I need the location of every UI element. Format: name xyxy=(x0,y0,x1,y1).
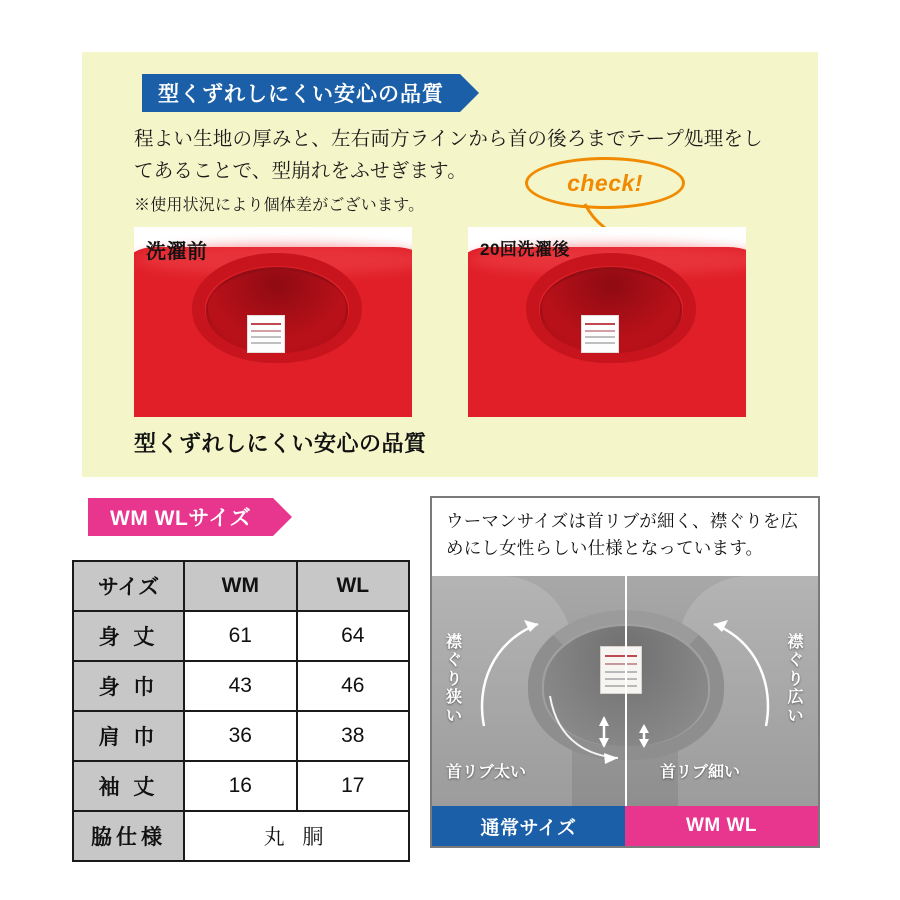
cell-wm: 61 xyxy=(184,611,297,661)
table-row xyxy=(73,711,409,761)
row-label: 身 巾 xyxy=(73,661,184,711)
neck-description: ウーマンサイズは首リブが細く、襟ぐりを広めにし女性らしい仕様となっています。 xyxy=(446,511,799,559)
row-label: 脇仕様 xyxy=(73,811,184,861)
label-rib-thick: 首リブ太い xyxy=(446,764,527,781)
label-neckline-narrow: 襟ぐり狭い xyxy=(446,634,463,725)
cell-wm: 43 xyxy=(184,661,297,711)
quality-ribbon-title xyxy=(142,74,460,112)
comparison-divider xyxy=(625,576,627,808)
photo-caption: 洗濯前 xyxy=(146,241,208,263)
row-label: 肩 巾 xyxy=(73,711,184,761)
check-badge-label: check! xyxy=(567,169,643,196)
quality-panel xyxy=(82,52,818,477)
cell-wm: 36 xyxy=(184,711,297,761)
quality-body-text: 程よい生地の厚みと、左右両方ラインから首の後ろまでテープ処理をしてあることで、型崩れをふせぎます。 xyxy=(134,128,763,182)
col-header-wl: WL xyxy=(297,561,409,611)
brand-tag xyxy=(581,315,619,353)
neck-photo xyxy=(432,576,818,808)
col-header-size: サイズ xyxy=(73,561,184,611)
size-table xyxy=(72,560,410,862)
cell-spec-value: 丸 胴 xyxy=(184,811,409,861)
table-row xyxy=(73,661,409,711)
quality-bottom-caption: 型くずれしにくい安心の品質 xyxy=(134,431,427,456)
label-neckline-wide: 襟ぐり広い xyxy=(787,634,804,725)
table-row xyxy=(73,611,409,661)
row-label: 身 丈 xyxy=(73,611,184,661)
photo-caption: 20回洗濯後 xyxy=(480,240,570,259)
cell-wl: 17 xyxy=(297,761,409,811)
size-ribbon-label: WM WLサイズ xyxy=(110,507,252,530)
quality-ribbon-label: 型くずれしにくい安心の品質 xyxy=(158,83,444,106)
table-header-row xyxy=(73,561,409,611)
photo-before-wash xyxy=(134,227,412,417)
table-row xyxy=(73,761,409,811)
cell-wl: 46 xyxy=(297,661,409,711)
size-ribbon-title xyxy=(88,498,273,536)
cell-wm: 16 xyxy=(184,761,297,811)
brand-tag xyxy=(600,646,642,694)
neck-comparison-panel xyxy=(430,496,820,848)
cell-wl: 64 xyxy=(297,611,409,661)
label-rib-thin: 首リブ細い xyxy=(660,764,741,781)
table-row-spec xyxy=(73,811,409,861)
footer-normal-size: 通常サイズ xyxy=(432,806,625,846)
quality-note-text: ※使用状況により個体差がございます。 xyxy=(134,197,425,214)
row-label: 袖 丈 xyxy=(73,761,184,811)
cell-wl: 38 xyxy=(297,711,409,761)
brand-tag xyxy=(247,315,285,353)
neck-footer xyxy=(432,806,818,846)
col-header-wm: WM xyxy=(184,561,297,611)
footer-wm-wl: WM WL xyxy=(625,806,818,846)
photo-after-20-washes xyxy=(468,227,746,417)
